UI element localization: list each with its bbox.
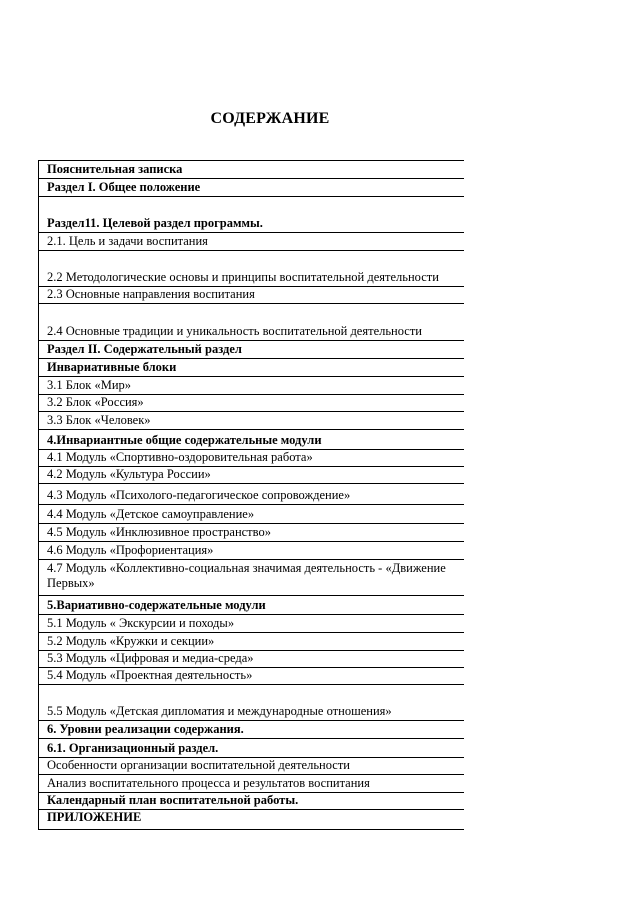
toc-row[interactable]: [39, 721, 464, 739]
toc-row[interactable]: [39, 560, 464, 596]
toc-row-text: Инвариативные блоки: [47, 360, 177, 374]
toc-row-text: 4.Инвариантные общие содержательные модули: [47, 433, 322, 447]
toc-row[interactable]: [39, 758, 464, 775]
toc-row[interactable]: [39, 505, 464, 524]
toc-row-text: 2.1. Цель и задачи воспитания: [47, 234, 208, 248]
toc-row-text: 5.Вариативно-содержательные модули: [47, 598, 266, 612]
table-of-contents: [38, 160, 464, 830]
toc-row-text: 5.3 Модуль «Цифровая и медиа-среда»: [47, 651, 254, 665]
toc-row[interactable]: [39, 450, 464, 467]
toc-row-text: Календарный план воспитательной работы.: [47, 793, 299, 807]
toc-row-text: Раздел11. Целевой раздел программы.: [47, 216, 263, 230]
toc-row[interactable]: [39, 412, 464, 430]
toc-row[interactable]: [39, 377, 464, 395]
toc-row[interactable]: [39, 304, 464, 341]
toc-row-text: 3.1 Блок «Мир»: [47, 378, 132, 392]
toc-row[interactable]: [39, 668, 464, 685]
toc-row-text: ПРИЛОЖЕНИЕ: [47, 810, 142, 824]
toc-row[interactable]: [39, 179, 464, 197]
toc-row[interactable]: [39, 596, 464, 615]
toc-row-text: 6. Уровни реализации содержания.: [47, 722, 244, 736]
toc-row-text: Раздел I. Общее положение: [47, 180, 201, 194]
toc-row-text: 4.5 Модуль «Инклюзивное пространство»: [47, 525, 271, 539]
toc-row-text: 3.3 Блок «Человек»: [47, 413, 151, 427]
toc-row-text: 4.6 Модуль «Профориентация»: [47, 543, 214, 557]
toc-row[interactable]: [39, 810, 464, 830]
toc-row-text: Пояснительная записка: [47, 162, 183, 176]
toc-row-text: Особенности организации воспитательной деятельности: [47, 758, 350, 772]
toc-row[interactable]: [39, 467, 464, 484]
toc-row[interactable]: [39, 233, 464, 251]
toc-row[interactable]: [39, 775, 464, 793]
toc-row[interactable]: [39, 430, 464, 450]
toc-row-text: 5.4 Модуль «Проектная деятельность»: [47, 668, 253, 682]
page-title: СОДЕРЖАНИЕ: [210, 110, 330, 127]
toc-row[interactable]: [39, 633, 464, 651]
toc-row-text: 5.2 Модуль «Кружки и секции»: [47, 634, 215, 648]
toc-row-text: 2.2 Методологические основы и принципы воспитательной деятельности: [47, 270, 439, 284]
toc-row[interactable]: [39, 251, 464, 287]
toc-row[interactable]: [39, 287, 464, 304]
toc-row[interactable]: [39, 615, 464, 633]
toc-row-text: 4.7 Модуль «Коллективно-социальная значимая деятельность - «Движение Первых»: [47, 561, 446, 590]
toc-row[interactable]: [39, 793, 464, 810]
toc-row-text: 6.1. Организационный раздел.: [47, 741, 219, 755]
toc-row-text: 2.3 Основные направления воспитания: [47, 287, 255, 301]
toc-row-text: 2.4 Основные традиции и уникальность воспитательной деятельности: [47, 324, 422, 338]
toc-row-text: 4.4 Модуль «Детское самоуправление»: [47, 507, 255, 521]
toc-row[interactable]: [39, 484, 464, 505]
toc-row[interactable]: [39, 651, 464, 668]
toc-row[interactable]: [39, 161, 464, 179]
toc-row[interactable]: [39, 685, 464, 721]
toc-row[interactable]: [39, 739, 464, 758]
toc-row[interactable]: [39, 341, 464, 359]
toc-row[interactable]: [39, 542, 464, 560]
toc-row-text: 5.1 Модуль « Экскурсии и походы»: [47, 616, 235, 630]
toc-row-text: 3.2 Блок «Россия»: [47, 395, 144, 409]
toc-row-text: Анализ воспитательного процесса и результатов воспитания: [47, 776, 370, 790]
toc-row-text: Раздел II. Содержательный раздел: [47, 342, 242, 356]
toc-row[interactable]: [39, 197, 464, 233]
toc-row[interactable]: [39, 359, 464, 377]
toc-row[interactable]: [39, 395, 464, 412]
toc-row-text: 4.3 Модуль «Психолого-педагогическое сопровождение»: [47, 488, 351, 502]
toc-row[interactable]: [39, 524, 464, 542]
toc-row-text: 5.5 Модуль «Детская дипломатия и международные отношения»: [47, 704, 392, 718]
toc-row-text: 4.1 Модуль «Спортивно-оздоровительная работа»: [47, 450, 313, 464]
toc-row-text: 4.2 Модуль «Культура России»: [47, 467, 211, 481]
